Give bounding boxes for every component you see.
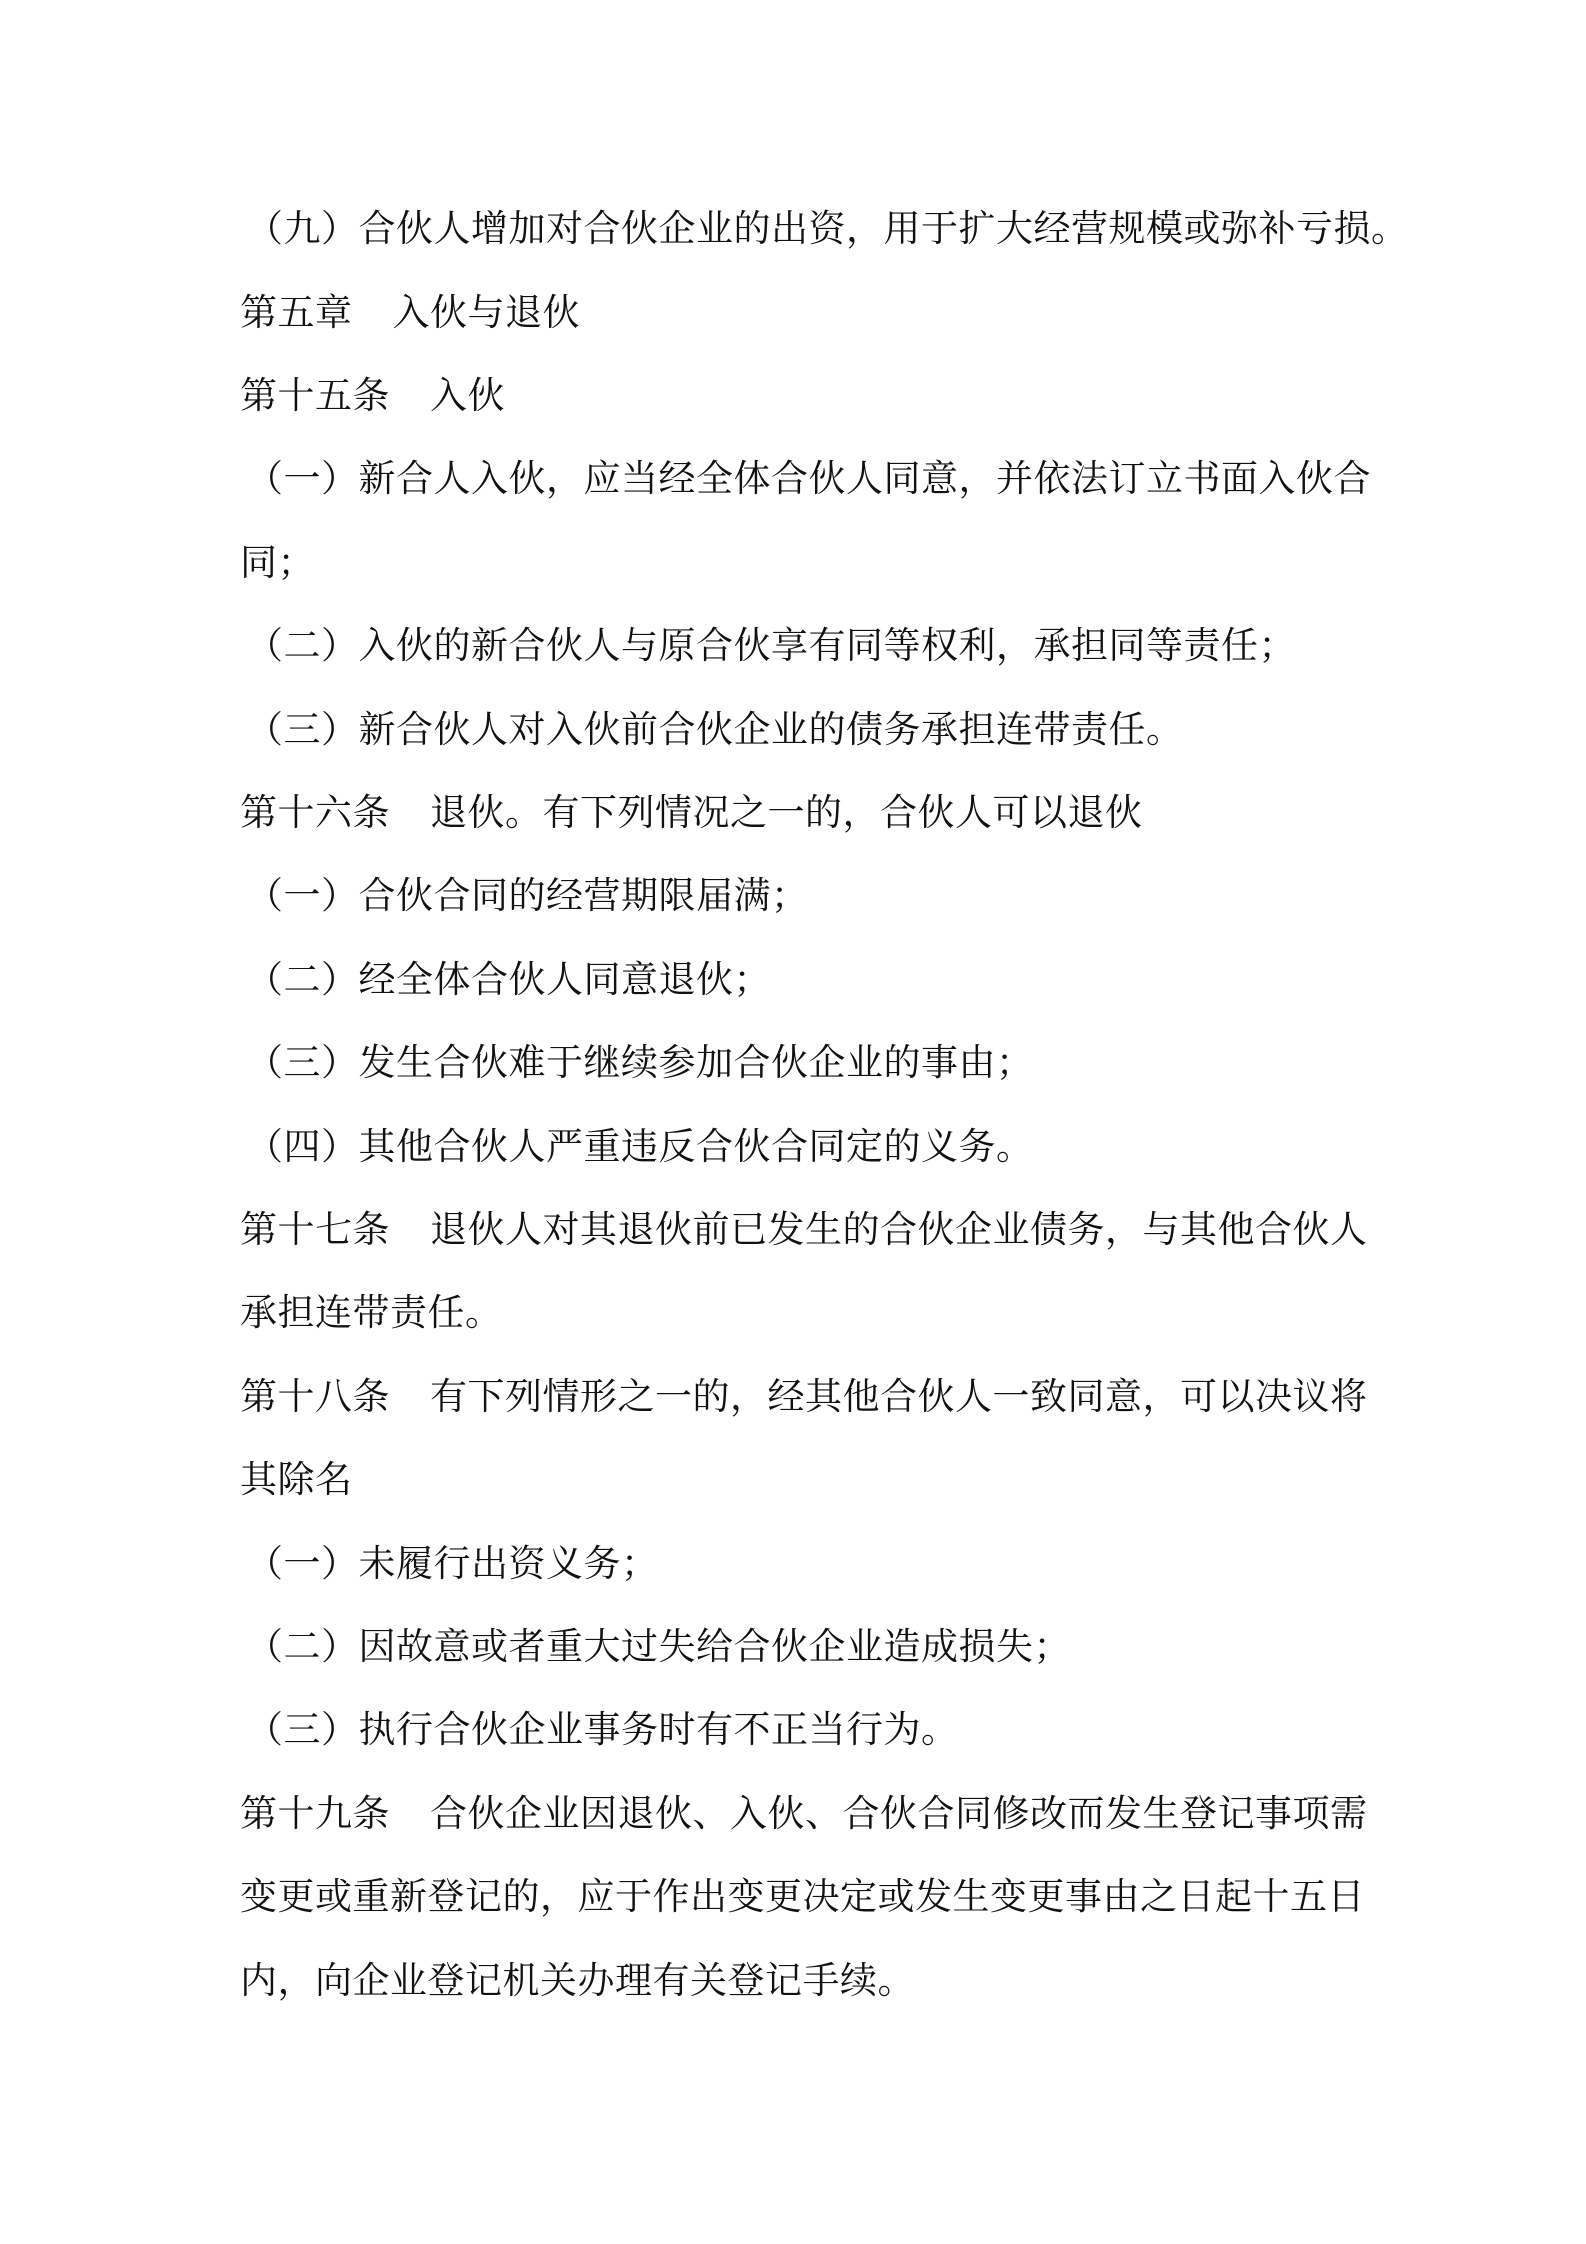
chapter-title: 入伙与退伙	[392, 291, 580, 334]
clause-text: （三）执行合伙企业事务时有不正当行为。	[246, 1708, 959, 1751]
article-text: 退伙。有下列情况之一的，合伙人可以退伙	[430, 791, 1143, 834]
clause-text: 变更或重新登记的，应于作出变更决定或发生变更事由之日起十五日	[240, 1875, 1365, 1918]
article-16-clause-4	[246, 1121, 1366, 1173]
article-18-clause-2	[246, 1621, 1366, 1673]
article-label: 第十九条	[240, 1792, 390, 1835]
article-label: 第十六条	[240, 791, 390, 834]
clause-text: （二）因故意或者重大过失给合伙企业造成损失；	[246, 1625, 1071, 1668]
clause-text: 承担连带责任。	[240, 1291, 503, 1334]
article-18-clause-3	[246, 1704, 1366, 1756]
clause-text: （一）新合人入伙，应当经全体合伙人同意，并依法订立书面入伙合	[246, 457, 1371, 500]
article-text: 合伙企业因退伙、入伙、合伙合同修改而发生登记事项需	[430, 1792, 1368, 1835]
article-19-heading	[240, 1788, 1368, 1840]
article-16-clause-2	[246, 954, 1366, 1006]
article-label: 第十五条	[240, 374, 390, 417]
article-15-clause-2	[246, 620, 1366, 672]
clause-text: （一）合伙合同的经营期限届满；	[246, 874, 809, 917]
article-19-cont-2	[240, 1955, 1360, 2007]
clause-text: （二）经全体合伙人同意退伙；	[246, 958, 771, 1001]
article-16-clause-1	[246, 870, 1366, 922]
clause-9	[246, 203, 1409, 255]
article-15-heading	[240, 370, 1360, 422]
article-19-cont-1	[240, 1871, 1365, 1923]
article-17-heading	[240, 1204, 1368, 1256]
article-text: 有下列情形之一的，经其他合伙人一致同意，可以决议将	[430, 1375, 1368, 1418]
article-16-heading	[240, 787, 1360, 839]
article-15-clause-1	[246, 453, 1371, 505]
clause-text: 内，向企业登记机关办理有关登记手续。	[240, 1959, 915, 2002]
article-15-clause-1-cont	[240, 537, 1360, 589]
clause-text: 其除名	[240, 1458, 353, 1501]
article-label: 第十七条	[240, 1208, 390, 1251]
clause-text: 同；	[240, 541, 315, 584]
article-16-clause-3	[246, 1037, 1366, 1089]
clause-text: （四）其他合伙人严重违反合伙合同定的义务。	[246, 1125, 1034, 1168]
chapter-label: 第五章	[240, 291, 353, 334]
article-17-cont	[240, 1287, 1360, 1339]
clause-text: （三）发生合伙难于继续参加合伙企业的事由；	[246, 1041, 1034, 1084]
article-label: 第十八条	[240, 1375, 390, 1418]
article-text: 入伙	[430, 374, 505, 417]
chapter-5-heading	[240, 287, 1360, 339]
article-15-clause-3	[246, 704, 1366, 756]
clause-text: （三）新合伙人对入伙前合伙企业的债务承担连带责任。	[246, 708, 1184, 751]
article-text: 退伙人对其退伙前已发生的合伙企业债务，与其他合伙人	[430, 1208, 1368, 1251]
article-18-clause-1	[246, 1538, 1366, 1590]
article-18-cont	[240, 1454, 1360, 1506]
clause-text: （一）未履行出资义务；	[246, 1542, 659, 1585]
article-18-heading	[240, 1371, 1368, 1423]
clause-text: （九）合伙人增加对合伙企业的出资，用于扩大经营规模或弥补亏损。	[246, 207, 1409, 250]
clause-text: （二）入伙的新合伙人与原合伙享有同等权利，承担同等责任；	[246, 624, 1296, 667]
